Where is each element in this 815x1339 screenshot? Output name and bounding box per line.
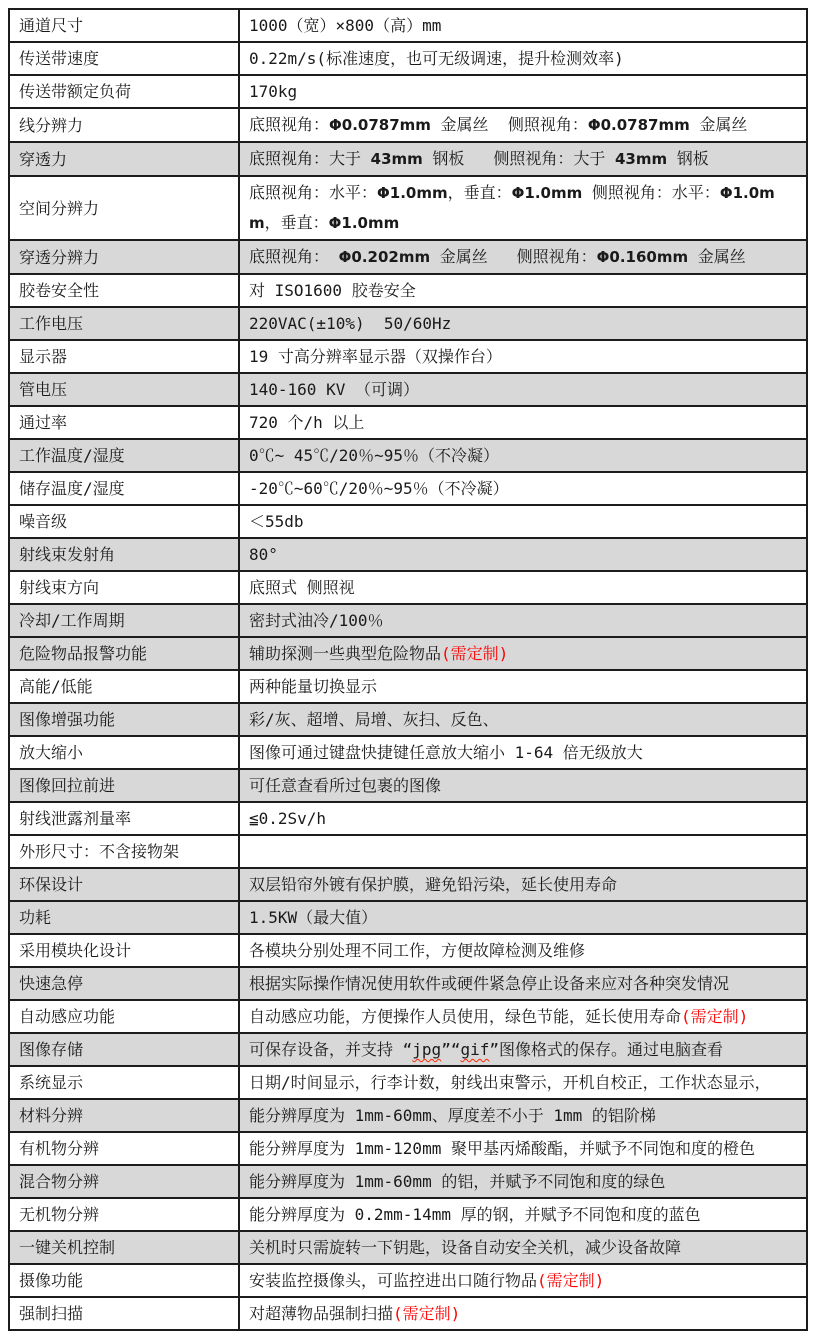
- spec-value: [239, 1099, 807, 1132]
- spec-value: [239, 901, 807, 934]
- spec-label: 图像回拉前进: [9, 769, 239, 802]
- spec-value-segment: 底照视角：大于: [249, 149, 371, 168]
- spec-label: 穿透分辨力: [9, 240, 239, 274]
- table-row: [9, 901, 807, 934]
- table-row: [9, 75, 807, 108]
- spec-value: [239, 9, 807, 42]
- spec-value: [239, 373, 807, 406]
- spec-value: [239, 307, 807, 340]
- spec-value: [239, 505, 807, 538]
- spec-value-segment: 0℃~ 45℃/20％~95％（不冷凝）: [249, 446, 499, 465]
- spec-value: [239, 967, 807, 1000]
- spec-value: [239, 1231, 807, 1264]
- table-row: [9, 274, 807, 307]
- table-row: [9, 538, 807, 571]
- spec-value-segment: 自动感应功能，方便操作人员使用，绿色节能，延长使用寿命: [249, 1007, 682, 1026]
- spec-value: [239, 670, 807, 703]
- spec-label: 有机物分辨: [9, 1132, 239, 1165]
- spec-value: [239, 1033, 807, 1066]
- spec-value-segment: jpg: [412, 1040, 442, 1059]
- spec-value-segment: 1000（宽）×800（高）mm: [249, 16, 442, 35]
- table-row: [9, 1000, 807, 1033]
- table-row: [9, 571, 807, 604]
- spec-value-segment: 金属丝 侧照视角：: [430, 247, 597, 266]
- spec-label: 工作电压: [9, 307, 239, 340]
- spec-label: 混合物分辨: [9, 1165, 239, 1198]
- spec-label: 射线束发射角: [9, 538, 239, 571]
- spec-label: 放大缩小: [9, 736, 239, 769]
- spec-value-segment: ≦0.2Sv/h: [249, 809, 327, 828]
- spec-label: 图像增强功能: [9, 703, 239, 736]
- spec-label: 功耗: [9, 901, 239, 934]
- spec-value: [239, 1297, 807, 1330]
- spec-label: 环保设计: [9, 868, 239, 901]
- spec-label: 胶卷安全性: [9, 274, 239, 307]
- spec-label: 无机物分辨: [9, 1198, 239, 1231]
- table-row: [9, 1264, 807, 1297]
- spec-value-segment: 底照视角：: [249, 247, 339, 266]
- spec-value-segment: 1.5KW（最大值）: [249, 908, 378, 927]
- spec-label: 强制扫描: [9, 1297, 239, 1330]
- table-row: [9, 1198, 807, 1231]
- spec-value-segment: 金属丝: [688, 247, 746, 266]
- spec-label: 材料分辨: [9, 1099, 239, 1132]
- spec-value-segment: 可保存设备，并支持 “: [249, 1040, 413, 1059]
- spec-value-segment: Φ0.160mm: [596, 248, 689, 266]
- spec-value-segment: 两种能量切换显示: [249, 677, 378, 696]
- table-row: [9, 1033, 807, 1066]
- spec-value: [239, 934, 807, 967]
- table-row: [9, 340, 807, 373]
- spec-value: [239, 176, 807, 240]
- table-row: [9, 835, 807, 868]
- table-row: [9, 1231, 807, 1264]
- spec-value: [239, 1066, 807, 1099]
- spec-value: [239, 75, 807, 108]
- spec-value-segment: ，垂直：: [264, 213, 329, 232]
- spec-value-segment: 43mm: [614, 150, 668, 168]
- table-row: [9, 736, 807, 769]
- spec-label: 摄像功能: [9, 1264, 239, 1297]
- spec-value-segment: 安装监控摄像头，可监控进出口随行物品: [249, 1271, 538, 1290]
- spec-value-segment: 对 ISO1600 胶卷安全: [249, 281, 416, 300]
- spec-value-segment: 19 寸高分辨率显示器（双操作台）: [249, 347, 502, 366]
- spec-label: 通过率: [9, 406, 239, 439]
- spec-value-segment: 80°: [249, 545, 278, 564]
- table-row: [9, 1099, 807, 1132]
- spec-value-segment: Φ0.0787mm: [587, 116, 690, 134]
- table-row: [9, 1132, 807, 1165]
- spec-value: [239, 1000, 807, 1033]
- spec-label: 穿透力: [9, 142, 239, 176]
- table-row: [9, 439, 807, 472]
- spec-value: [239, 142, 807, 176]
- table-row: [9, 472, 807, 505]
- spec-value: [239, 835, 807, 868]
- spec-value-segment: 图像可通过键盘快捷键任意放大缩小 1-64 倍无级放大: [249, 743, 643, 762]
- spec-value: [239, 571, 807, 604]
- spec-value: [239, 868, 807, 901]
- table-row: [9, 1297, 807, 1330]
- spec-value: [239, 108, 807, 142]
- spec-label: 噪音级: [9, 505, 239, 538]
- spec-label: 危险物品报警功能: [9, 637, 239, 670]
- spec-value-segment: 对超薄物品强制扫描: [249, 1304, 394, 1323]
- table-row: [9, 108, 807, 142]
- spec-value: [239, 1132, 807, 1165]
- spec-value-segment: 底照式 侧照视: [249, 578, 355, 597]
- spec-label: 显示器: [9, 340, 239, 373]
- spec-value-segment: 双层铅帘外镀有保护膜，避免铅污染，延长使用寿命: [249, 875, 618, 894]
- table-row: [9, 9, 807, 42]
- spec-value-segment: (需定制): [393, 1304, 461, 1323]
- spec-label: 线分辨力: [9, 108, 239, 142]
- spec-value: [239, 769, 807, 802]
- spec-value-segment: (需定制): [681, 1007, 749, 1026]
- spec-label: 管电压: [9, 373, 239, 406]
- spec-value: [239, 637, 807, 670]
- spec-value-segment: 根据实际操作情况使用软件或硬件紧急停止设备来应对各种突发情况: [249, 974, 730, 993]
- spec-label: 传送带额定负荷: [9, 75, 239, 108]
- spec-value-segment: 日期/时间显示，行李计数，射线出束警示，开机自校正，工作状态显示，: [249, 1073, 771, 1092]
- spec-label: 快速急停: [9, 967, 239, 1000]
- spec-value-segment: 能分辨厚度为 1mm-60mm 的铝，并赋予不同饱和度的绿色: [249, 1172, 666, 1191]
- spec-value-segment: 密封式油冷/100％: [249, 611, 384, 630]
- table-row: [9, 967, 807, 1000]
- spec-label: 高能/低能: [9, 670, 239, 703]
- spec-value: [239, 1264, 807, 1297]
- spec-label: 工作温度/湿度: [9, 439, 239, 472]
- spec-label: 系统显示: [9, 1066, 239, 1099]
- spec-value-segment: Φ1.0mm: [249, 184, 775, 232]
- table-row: [9, 142, 807, 176]
- spec-value: [239, 1165, 807, 1198]
- spec-label: 传送带速度: [9, 42, 239, 75]
- spec-value-segment: Φ1.0mm: [511, 184, 583, 202]
- spec-value-segment: 220VAC(±10%) 50/60Hz: [249, 314, 452, 333]
- spec-value: [239, 736, 807, 769]
- spec-label: 射线束方向: [9, 571, 239, 604]
- spec-value-segment: (需定制): [441, 644, 509, 663]
- table-row: [9, 604, 807, 637]
- spec-value-segment: Φ0.202mm: [338, 248, 431, 266]
- spec-value-segment: ，垂直：: [447, 183, 512, 202]
- spec-value-segment: 彩/灰、超增、局增、灰扫、反色、: [249, 710, 499, 729]
- spec-value-segment: -20℃~60℃/20％~95％（不冷凝）: [249, 479, 509, 498]
- table-row: [9, 1066, 807, 1099]
- spec-value: [239, 802, 807, 835]
- spec-value-segment: 可任意查看所过包裹的图像: [249, 776, 442, 795]
- spec-value-segment: 侧照视角：水平：: [582, 183, 720, 202]
- spec-label: 储存温度/湿度: [9, 472, 239, 505]
- table-row: [9, 703, 807, 736]
- spec-value: [239, 42, 807, 75]
- spec-value: [239, 340, 807, 373]
- spec-value-segment: 钢板 侧照视角：大于: [422, 149, 615, 168]
- table-row: [9, 42, 807, 75]
- spec-label: 图像存储: [9, 1033, 239, 1066]
- spec-value-segment: Φ0.0787mm: [329, 116, 431, 134]
- spec-value: [239, 1198, 807, 1231]
- table-row: [9, 934, 807, 967]
- spec-label: 通道尺寸: [9, 9, 239, 42]
- spec-value-segment: 钢板: [667, 149, 709, 168]
- table-row: [9, 637, 807, 670]
- spec-value-segment: 43mm: [370, 150, 423, 168]
- spec-value-segment: Φ1.0mm: [377, 184, 448, 202]
- table-row: [9, 307, 807, 340]
- spec-value-segment: gif: [460, 1040, 490, 1059]
- spec-value: [239, 604, 807, 637]
- spec-label: 一键关机控制: [9, 1231, 239, 1264]
- spec-value-segment: 能分辨厚度为 1mm-60mm、厚度差不小于 1mm 的铝阶梯: [249, 1106, 656, 1125]
- spec-value-segment: (需定制): [537, 1271, 605, 1290]
- spec-value-segment: 金属丝: [689, 115, 748, 134]
- spec-value-segment: 能分辨厚度为 0.2mm-14mm 厚的钢，并赋予不同饱和度的蓝色: [249, 1205, 701, 1224]
- spec-value-segment: 关机时只需旋转一下钥匙，设备自动安全关机，减少设备故障: [249, 1238, 682, 1257]
- spec-label: 采用模块化设计: [9, 934, 239, 967]
- spec-value-segment: ”图像格式的保存。通过电脑查看: [489, 1040, 723, 1059]
- spec-value-segment: ”“: [441, 1040, 461, 1059]
- table-row: [9, 373, 807, 406]
- spec-table-body: [9, 9, 807, 1330]
- spec-value-segment: ＜55db: [249, 512, 304, 531]
- spec-label: 自动感应功能: [9, 1000, 239, 1033]
- spec-value-segment: 辅助探测一些典型危险物品: [249, 644, 442, 663]
- spec-value-segment: 金属丝 侧照视角：: [430, 115, 588, 134]
- spec-value: [239, 240, 807, 274]
- spec-value-segment: 170kg: [249, 82, 298, 101]
- table-row: [9, 406, 807, 439]
- spec-label: 冷却/工作周期: [9, 604, 239, 637]
- spec-value-segment: 各模块分别处理不同工作，方便故障检测及维修: [249, 941, 586, 960]
- spec-value: [239, 439, 807, 472]
- spec-value-segment: 720 个/h 以上: [249, 413, 365, 432]
- spec-label: 外形尺寸：不含接物架: [9, 835, 239, 868]
- table-row: [9, 769, 807, 802]
- spec-value: [239, 472, 807, 505]
- table-row: [9, 176, 807, 240]
- table-row: [9, 505, 807, 538]
- spec-value-segment: 0.22m/s(标准速度，也可无级调速，提升检测效率): [249, 49, 624, 68]
- spec-label: 射线泄露剂量率: [9, 802, 239, 835]
- spec-value-segment: 底照视角：水平：: [249, 183, 378, 202]
- spec-value-segment: Φ1.0mm: [328, 214, 400, 232]
- table-row: [9, 670, 807, 703]
- spec-table: [8, 8, 808, 1331]
- spec-label: 空间分辨力: [9, 176, 239, 240]
- spec-value: [239, 274, 807, 307]
- spec-value: [239, 703, 807, 736]
- table-row: [9, 868, 807, 901]
- spec-value-segment: 能分辨厚度为 1mm-120mm 聚甲基丙烯酸酯，并赋予不同饱和度的橙色: [249, 1139, 755, 1158]
- spec-value-segment: 底照视角：: [249, 115, 330, 134]
- table-row: [9, 240, 807, 274]
- table-row: [9, 1165, 807, 1198]
- spec-value: [239, 538, 807, 571]
- spec-value-segment: 140-160 KV （可调）: [249, 380, 419, 399]
- table-row: [9, 802, 807, 835]
- spec-value: [239, 406, 807, 439]
